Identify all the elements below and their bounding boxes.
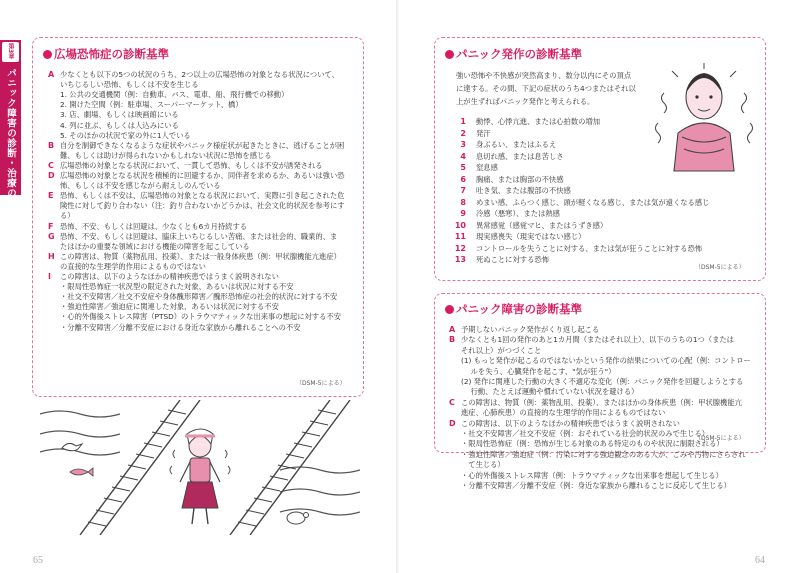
intro-line: 強い恐怖や不快感が突然高まり、数分以内にその頂点 — [456, 71, 632, 80]
criterion-line: 2. 開けた空間（例：駐車場、スーパーマーケット、橋） — [60, 100, 243, 110]
symptom-number: 10 — [454, 220, 466, 230]
criterion-line: この障害は、以下のようなほかの精神疾患ではうまく説明されない — [60, 272, 279, 281]
symptom-text: 吐き気、または腹部の不快感 — [476, 186, 571, 195]
criterion-line: 険性に対して釣り合わない（注：釣り合わないかどうかは、社会文化的状況を参考にす — [60, 201, 345, 211]
criterion-line: 少なくとも1回の発作のあと1カ月間（またはそれ以上）、以下のうちの1つ（または — [461, 335, 734, 345]
criterion-key: G — [48, 231, 55, 241]
chapter-badge — [2, 42, 19, 62]
agoraphobia-box-title — [43, 46, 169, 62]
criterion-line: この障害は、以下のようなほかの精神疾患ではうまく説明されない — [461, 418, 680, 428]
criterion-key: H — [48, 251, 55, 261]
criterion-line: いちじるしい恐怖、もしくは不安を生じる — [60, 80, 199, 90]
panic-disorder-source: （DSM-5による） — [695, 435, 745, 442]
chapter-title: パニック障害の診断・治療の進め方 — [5, 68, 16, 228]
panic-disorder-box-title — [445, 301, 582, 317]
intro-line: 上が生ずればパニック発作と考えられる。 — [456, 97, 595, 106]
criterion-line: 怖、もしくは不安を感じながら耐えしのんでいる — [60, 181, 221, 191]
right-page — [400, 0, 800, 573]
symptom-text: 異常感覚（感覚マヒ、またはうずき感） — [476, 220, 608, 230]
criterion-line: 予期しないパニック発作がくり返し起こる — [461, 325, 600, 334]
panic-attack-box-title — [445, 46, 582, 62]
chapter-badge-label: 第3章 — [7, 43, 14, 60]
criterion-line: 3. 店、劇場、もしくは映画館にいる — [60, 110, 179, 120]
criterion-line: 自分を制御できなくなるような症状やパニック様症状が起きたときに、逃げることが困 — [60, 140, 345, 150]
panic-attack-source: （DSM-5による） — [695, 264, 745, 271]
criterion-line: 恐怖、不安、もしくは回避は、少なくとも6カ月持続する — [60, 221, 248, 231]
criterion-key: C — [48, 160, 54, 170]
criterion-line: ・分離不安障害／分離不安症における身近な家族から離れることへの不安 — [60, 322, 301, 332]
criterion-line: 1. 公共の交通機関（例：自動車、バス、電車、船、飛行機での移動） — [60, 90, 289, 100]
symptom-text: コントロールを失うことに対する、または気が狂うことに対する恐怖 — [476, 243, 703, 253]
criterion-key: A — [449, 325, 456, 334]
criterion-line: この障害は、物質（例：薬物乱用、投薬）、またはほかの身体疾患（例：甲状腺機能亢 — [461, 397, 742, 407]
panic-attack-title-text: パニック発作の診断基準 — [456, 47, 583, 61]
criterion-key: A — [48, 70, 55, 79]
symptom-text: 死ぬことに対する恐怖 — [476, 255, 549, 264]
criterion-line: ・分離不安障害／分離不安症（例：身近な家族から離れることに反応して生じる） — [461, 481, 731, 490]
symptom-number: 5 — [460, 163, 466, 172]
criterion-line: 進症、心肺疾患）の直接的な生理学的作用によるものではない — [461, 408, 666, 418]
criterion-line: この障害は、物質（薬物乱用、投薬）、または一般身体疾患（例：甲状腺機能亢進症） — [60, 251, 341, 261]
criterion-line: たはほかの重要な領域における機能の障害を起こしている — [60, 241, 250, 251]
symptom-number: 9 — [460, 209, 466, 218]
criterion-line: る） — [60, 211, 75, 221]
criterion-line: ・限局性恐怖症（例：恐怖が生じる対象のある特定のものや状況に制限される） — [461, 439, 724, 449]
bullet-icon — [445, 50, 454, 59]
criterion-line: 少なくとも以下の5つの状況のうち、2つ以上の広場恐怖の対象となる状況について、 — [60, 70, 339, 79]
illustration-woman-between-bridges — [40, 400, 360, 535]
symptom-text: 動悸、心悸亢進、または心拍数の増加 — [476, 117, 601, 126]
symptom-number: 13 — [454, 255, 466, 264]
illustration-shivering-man — [650, 63, 758, 173]
criterion-line: ・心的外傷後ストレス障害（例：トラウマティックな出来事を想起して生じる） — [461, 470, 723, 480]
symptom-number: 8 — [460, 197, 466, 207]
bullet-icon — [43, 50, 52, 59]
criterion-line: て生じる） — [461, 460, 505, 470]
criterion-key: C — [449, 397, 455, 407]
criterion-line: ・社交不安障害／社交不安症や身体醜形障害／醜形恐怖症の社会的状況に対する不安 — [60, 292, 338, 302]
criterion-key: B — [449, 335, 456, 345]
criterion-line: それ以上）がつづくこと — [461, 345, 542, 355]
symptom-number: 6 — [460, 174, 466, 184]
criterion-line: 5. そのほかの状況で家の外に1人でいる — [60, 130, 191, 140]
criterion-line: ・心的外傷後ストレス障害（PTSD）のトラウマティックな出来事の想起に対する不安 — [60, 312, 341, 322]
agoraphobia-source: （DSM-5による） — [296, 380, 346, 387]
symptom-number: 1 — [460, 117, 466, 126]
symptom-text: 窒息感 — [476, 163, 498, 172]
symptom-number: 11 — [454, 232, 466, 241]
page-number-left: 65 — [33, 555, 43, 566]
symptom-text: 現実感喪失（現実ではない感じ） — [476, 232, 586, 241]
criterion-line: ルを失う、心臓発作を起こす、"気が狂う"） — [461, 366, 616, 376]
bullet-icon — [445, 305, 454, 314]
agoraphobia-title-text: 広場恐怖症の診断基準 — [54, 47, 169, 61]
criterion-line: (1) もっと発作が起こるのではないかという発作の結果についての心配（例：コントロー — [461, 356, 751, 366]
symptom-number: 7 — [460, 186, 466, 195]
criterion-line: 恐怖、もしくは不安は、広場恐怖の対象となる状況において、実際に引き起こされた危 — [60, 191, 345, 201]
symptom-text: 発汗 — [476, 128, 491, 138]
criterion-line: の直接的な生理学的作用によるものではない — [60, 261, 206, 271]
criterion-line: ・強迫性障害／強迫症に関連した対象、あるいは状況に対する不安 — [60, 302, 279, 312]
criterion-line: (2) 発作に関連した行動の大きく不適応な変化（例：パニック発作を回避しようとする — [461, 377, 744, 386]
criterion-key: B — [48, 140, 55, 150]
criterion-line: 難、もしくは助けが得られないかもしれない状況に恐怖を感じる — [60, 150, 272, 160]
symptom-number: 12 — [454, 243, 466, 253]
intro-line: に達する。その間、下記の症状のうち4つまたはそれ以 — [456, 84, 636, 93]
page-number-right: 64 — [755, 555, 765, 566]
criterion-line: ・限局性恐怖症一状況型の限定された対象、あるいは状況に対する不安 — [60, 282, 294, 292]
criterion-key: F — [48, 221, 54, 231]
symptom-text: 胸痛、または胸部の不快感 — [476, 174, 564, 184]
symptom-text: めまい感、ふらつく感じ、頭が軽くなる感じ、または気が遠くなる感じ — [476, 197, 710, 207]
criterion-line: 恐怖、不安、もしくは回避は、臨床上いちじるしい苦痛、または社会的、職業的、ま — [60, 231, 338, 241]
criterion-line: 広場恐怖の対象となる状況を積極的に回避するか、同伴者を求めるか、あるいは強い恐 — [60, 171, 345, 180]
criterion-key: D — [48, 171, 55, 180]
panic-disorder-title-text: パニック障害の診断基準 — [456, 302, 583, 316]
criterion-line: 広場恐怖の対象となる状況において、一貫して恐怖、もしくは不安が誘発される — [60, 160, 323, 170]
symptom-number: 4 — [460, 151, 466, 161]
symptom-number: 3 — [460, 140, 466, 149]
criterion-line: 4. 列に並ぶ、もしくは人込みにいる — [60, 120, 179, 130]
criterion-line: ・強迫性障害／強迫症（例：汚染に対する強迫観念のある人が、ごみや汚物にさらされ — [461, 449, 746, 459]
symptom-text: 冷感（悪寒）、または熱感 — [476, 209, 560, 218]
criterion-key: I — [48, 272, 51, 281]
criterion-key: E — [48, 191, 54, 201]
criterion-line: ・社交不安障害／社交不安症（例：おそれている社会的状況のみで生じる） — [461, 429, 710, 438]
symptom-text: 身ぶるい、またはふるえ — [476, 140, 557, 149]
symptom-number: 2 — [460, 128, 466, 138]
criterion-key: D — [449, 418, 456, 428]
criterion-line: 行動、たとえば運動や慣れていない状況を避ける） — [461, 387, 639, 397]
symptom-text: 息切れ感、または息苦しさ — [476, 151, 564, 161]
